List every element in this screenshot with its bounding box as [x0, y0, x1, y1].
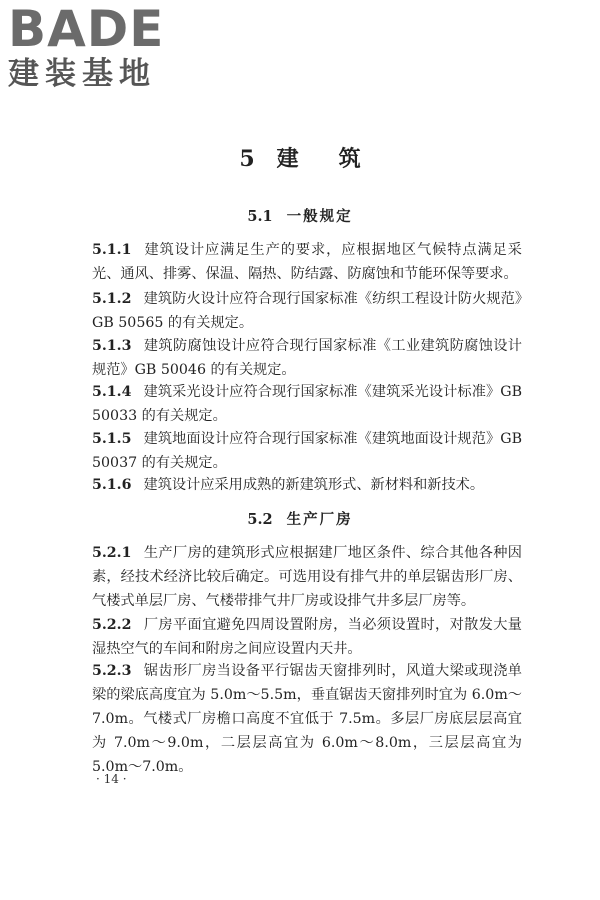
clause-text: 建筑设计应采用成熟的新建筑形式、新材料和新技术。 [143, 477, 485, 493]
clause-5-1-4 [92, 380, 522, 428]
clause-number: 5.1.1 [92, 242, 132, 258]
clause-number: 5.2.2 [92, 617, 132, 633]
clause-number: 5.2.3 [92, 663, 132, 679]
clause-text: 生产厂房的建筑形式应根据建厂地区条件、综合其他各种因素，经技术经济比较后确定。可选用设有排气井的单层锯齿形厂房、气楼式单层厂房、气楼带排气井厂房或设排气井多层厂房等。 [92, 545, 522, 609]
section-title: 一般规定 [286, 208, 353, 225]
clause-5-2-3 [92, 659, 522, 779]
section-heading-5-1 [0, 208, 600, 226]
clause-number: 5.1.3 [92, 338, 132, 354]
clause-number: 5.1.5 [92, 431, 132, 447]
clause-text: 建筑地面设计应符合现行国家标准《建筑地面设计规范》GB 50037 的有关规定。 [92, 431, 522, 471]
clause-number: 5.1.6 [92, 477, 132, 493]
clause-number: 5.1.4 [92, 384, 132, 400]
clause-5-1-3 [92, 334, 522, 382]
chapter-number: 5 [239, 146, 255, 172]
clause-5-1-6 [92, 473, 522, 497]
clause-5-2-2 [92, 613, 522, 661]
clause-5-1-1 [92, 238, 522, 286]
clause-text: 建筑防腐蚀设计应符合现行国家标准《工业建筑防腐蚀设计规范》GB 50046 的有关规定。 [92, 338, 522, 378]
bade-logo [8, 0, 178, 92]
section-title: 生产厂房 [286, 511, 353, 528]
section-heading-5-2 [0, 511, 600, 529]
page-number: · 14 · [96, 772, 127, 786]
clause-5-1-2 [92, 287, 522, 335]
clause-text: 建筑防火设计应符合现行国家标准《纺织工程设计防火规范》GB 50565 的有关规定。 [92, 291, 522, 331]
clause-number: 5.1.2 [92, 291, 132, 307]
clause-5-2-1 [92, 541, 522, 613]
section-number: 5.1 [247, 208, 273, 225]
clause-text: 锯齿形厂房当设备平行锯齿天窗排列时，风道大梁或现浇单梁的梁底高度宜为 5.0m～5.5m，垂直锯齿天窗排列时宜为 6.0m～7.0m。气楼式厂房檐口高度不宜低于 7.5m。多层厂房底层层高宜为 7.0m～9.0m，二层层高宜为 6.0m～8.0m，三层层高宜为 5.0m～7.0m。 [92, 663, 522, 775]
section-number: 5.2 [247, 511, 273, 528]
logo-wordmark: BADE [8, 0, 165, 58]
chapter-title [0, 146, 600, 172]
chapter-title-char-1: 建 [276, 146, 299, 172]
clause-5-1-5 [92, 427, 522, 475]
clause-number: 5.2.1 [92, 545, 132, 561]
clause-text: 建筑采光设计应符合现行国家标准《建筑采光设计标准》GB 50033 的有关规定。 [92, 384, 522, 424]
logo-chinese: 建装基地 [8, 56, 156, 92]
clause-text: 厂房平面宜避免四周设置附房，当必须设置时，对散发大量湿热空气的车间和附房之间应设置内天井。 [92, 617, 522, 657]
clause-text: 建筑设计应满足生产的要求，应根据地区气候特点满足采光、通风、排雾、保温、隔热、防结露、防腐蚀和节能环保等要求。 [92, 242, 522, 282]
chapter-title-char-2: 筑 [338, 146, 361, 172]
